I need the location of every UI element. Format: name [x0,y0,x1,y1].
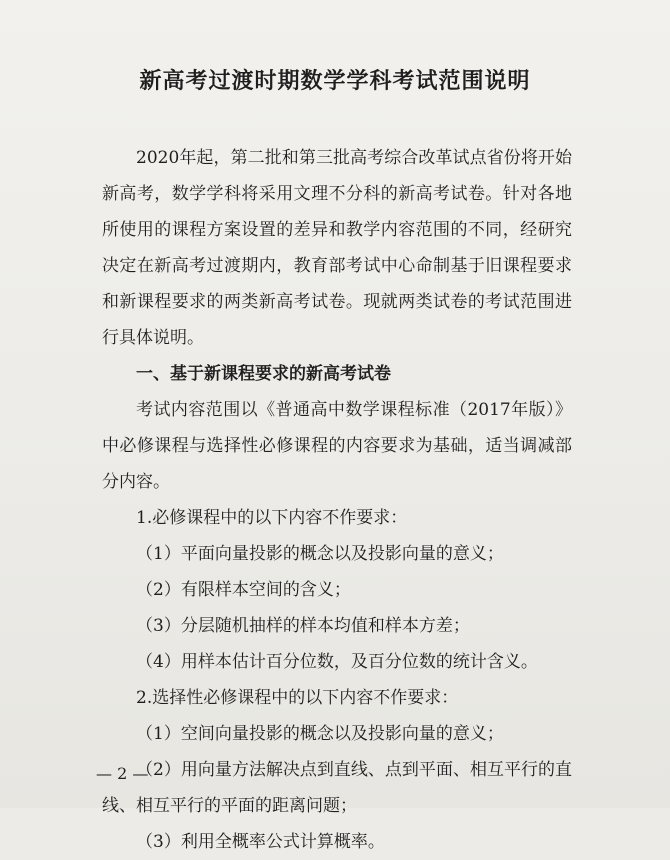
list2-item: （3）利用全概率公式计算概率。 [136,832,385,852]
list1-item: （4）用样本估计百分位数，及百分位数的统计含义。 [136,652,538,672]
list2-heading: 2.选择性必修课程中的以下内容不作要求： [136,688,459,708]
list1-item: （2）有限样本空间的含义； [136,580,351,600]
page-number: — 2 — [96,764,149,783]
list2-item: （2）用向量方法解决点到直线、点到平面、相互平行的直线、相互平行的平面的距离问题； [102,760,572,816]
list1-item: （3）分层随机抽样的样本均值和样本方差； [136,616,470,636]
intro-paragraph: 2020年起，第二批和第三批高考综合改革试点省份将开始新高考，数学学科将采用文理不分科的新高考试卷。针对各地所使用的课程方案设置的差异和教学内容范围的不同，经研究决定在新高考过渡期内，教育部考试中心命制基于旧课程要求和新课程要求的两类新高考试卷。现就两类试卷的考试范围进行具体说明。 [102,148,572,348]
document-title: 新高考过渡时期数学学科考试范围说明 [139,68,531,94]
list1-item: （1）平面向量投影的概念以及投影向量的意义； [136,544,504,564]
list1-heading: 1.必修课程中的以下内容不作要求： [136,508,408,528]
section1-heading: 一、基于新课程要求的新高考试卷 [136,364,391,384]
list2-item: （1）空间向量投影的概念以及投影向量的意义； [136,724,504,744]
document-body [102,140,572,860]
section1-paragraph: 考试内容范围以《普通高中数学课程标准（2017年版）》中必修课程与选择性必修课程的内容要求为基础，适当调减部分内容。 [102,400,572,492]
